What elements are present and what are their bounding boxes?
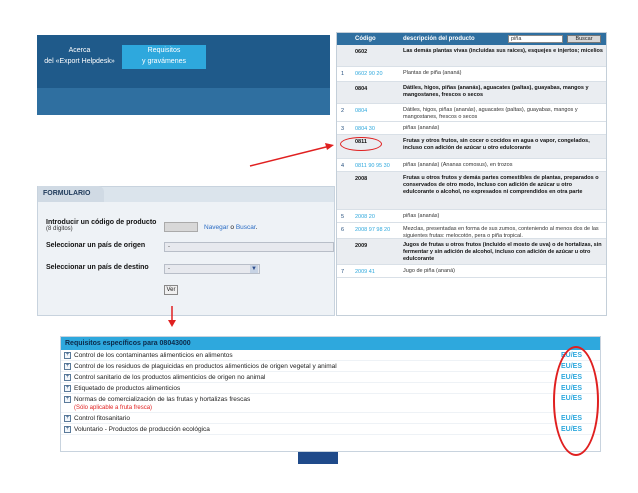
product-code-link[interactable]: 0811 90 95 30	[355, 163, 390, 169]
product-code-link[interactable]: 2008 20	[355, 214, 375, 220]
requirement-language-link[interactable]: EU/ES	[560, 415, 582, 422]
origin-select-value: -	[168, 244, 170, 250]
requirements-title: Requisitos específicos para 08043000	[61, 337, 600, 350]
product-code-link[interactable]: 0804	[355, 86, 368, 92]
product-description: Frutas y otros frutos, sin cocer o cocidos en agua o vapor, congelados, incluso con adición de azúcar u otro edulcorante	[403, 138, 590, 151]
bottom-bar	[298, 452, 338, 464]
expand-plus-icon[interactable]: +	[65, 426, 70, 432]
expand-plus-icon[interactable]: +	[65, 396, 70, 402]
product-description: Jugos de frutas u otros frutos (incluido el mosto de uva) o de hortalizas, sin fermentar y sin adición de alcohol, incluso con adición de azúcar u otro edulcorante	[403, 242, 602, 262]
destination-select-value: -	[168, 266, 170, 272]
product-row-index: 3	[341, 126, 345, 132]
requirement-language-link[interactable]: EU/ES	[560, 426, 582, 433]
code-label: Introducir un código de producto	[46, 219, 157, 226]
tab-about-line2: del «Export Helpdesk»	[44, 58, 115, 65]
product-row-index: 4	[341, 163, 345, 169]
buscar-link[interactable]: Buscar	[235, 224, 256, 231]
product-description: Plantas de piña (ananá)	[403, 70, 462, 76]
expand-plus-icon[interactable]: +	[65, 374, 70, 380]
product-code-link[interactable]: 0811	[355, 139, 367, 145]
arrow-head-down-icon	[168, 320, 176, 327]
chevron-down-icon[interactable]: ▼	[251, 266, 257, 272]
requirements-panel	[60, 336, 601, 452]
requirement-row	[61, 350, 600, 361]
product-search-button[interactable]: Buscar	[567, 35, 601, 43]
requirement-label[interactable]: Voluntario - Productos de producción ecológica	[74, 426, 210, 433]
requirement-label[interactable]: Control sanitario de los productos alimenticios de origen no animal	[74, 374, 266, 381]
requirement-row	[61, 383, 600, 394]
requirement-label[interactable]: Control de los residuos de plaguicidas en productos alimenticios de origen vegetal y animal	[74, 363, 337, 370]
arrow-to-code-line	[250, 146, 330, 166]
nav-or-text: o	[230, 224, 235, 231]
product-code-link[interactable]: 0602	[355, 49, 368, 55]
product-description: Mezclas, presentadas en forma de sus zumos, conteniendo al menos dos de las siguientes frutas: melocotón, pera o piña tropical.	[403, 226, 599, 239]
product-description: piñas (ananás)	[403, 125, 440, 131]
requirement-language-link[interactable]: EU/ES	[560, 352, 582, 359]
product-code-link[interactable]: 0602 90 20	[355, 71, 383, 77]
tab-requirements-line1: Requisitos	[147, 47, 181, 54]
requirements-list	[61, 350, 600, 435]
product-code-link[interactable]: 2008 97 98 20	[355, 227, 391, 233]
product-search-input[interactable]: piña	[508, 35, 563, 43]
requirement-row	[61, 413, 600, 424]
requirement-row	[61, 361, 600, 372]
arrow-head-right-icon	[325, 143, 334, 150]
expand-plus-icon[interactable]: +	[65, 385, 70, 391]
product-description: piñas (ananás)	[403, 213, 440, 219]
requirement-row	[61, 372, 600, 383]
expand-plus-icon[interactable]: +	[65, 363, 70, 369]
product-description: Las demás plantas vivas (incluidas sus raíces), esquejes e injertos; micelios	[403, 48, 603, 54]
ver-button[interactable]: Ver	[164, 285, 178, 295]
tab-about-line1: Acerca	[68, 47, 91, 54]
requirement-language-link[interactable]: EU/ES	[560, 395, 582, 402]
product-code-link[interactable]: 0804	[355, 108, 368, 114]
requirement-label[interactable]: Control fitosanitario	[74, 415, 130, 422]
highlight-ellipse-languages	[553, 346, 599, 456]
navegar-link[interactable]: Navegar	[204, 224, 229, 231]
product-row-index: 5	[341, 214, 345, 220]
product-description: Frutas u otros frutos y demás partes comestibles de plantas, preparados o conservados de otro modo, incluso con adición de azúcar u otro edulcorante o alcohol, no expresados ni comprendidos en otra parte	[403, 175, 599, 195]
destination-label: Seleccionar un país de destino	[46, 264, 149, 271]
product-code-link[interactable]: 2009 41	[355, 269, 375, 275]
requirement-row	[61, 394, 600, 413]
expand-plus-icon[interactable]: +	[65, 415, 70, 421]
origin-label: Seleccionar un país de origen	[46, 242, 146, 249]
code-sublabel: (8 dígitos)	[46, 226, 73, 232]
product-code-link[interactable]: 2008	[355, 176, 368, 182]
product-description: Jugo de piña (ananá)	[403, 268, 455, 274]
product-code-link[interactable]: 0804 30	[355, 126, 375, 132]
product-description: Dátiles, higos, piñas (ananás), aguacates (paltas), guayabas, mangos y mangostanes, frescos o secos	[403, 107, 578, 120]
requirement-language-link[interactable]: EU/ES	[560, 363, 582, 370]
col-code-header: Código	[355, 36, 376, 42]
product-description: piñas (ananás) (Ananas comosus), en trozos	[403, 162, 513, 168]
product-row-index: 7	[341, 269, 345, 275]
product-row-index: 1	[341, 71, 345, 77]
requirement-label[interactable]: Control de los contaminantes alimenticios en alimentos	[74, 352, 233, 359]
col-desc-header: descripción del producto	[403, 36, 475, 42]
expand-plus-icon[interactable]: +	[65, 352, 70, 358]
nav-search-links: Navegar o Buscar.	[204, 224, 258, 231]
requirement-label[interactable]: Normas de comercialización de las frutas y hortalizas frescas	[74, 396, 251, 403]
requirement-language-link[interactable]: EU/ES	[560, 374, 582, 381]
tab-requirements-line2: y gravámenes	[142, 58, 186, 65]
requirement-note: (Sólo aplicable a fruta fresca)	[74, 405, 153, 411]
form-title: FORMULARIO	[43, 190, 91, 197]
product-row-index: 2	[341, 108, 345, 114]
product-description: Dátiles, higos, piñas (ananás), aguacates (paltas), guayabas, mangos y mangostanes, frescos o secos	[403, 85, 589, 98]
product-row-index: 6	[341, 227, 345, 233]
requirement-row	[61, 424, 600, 435]
product-code-link[interactable]: 2009	[355, 243, 368, 249]
requirement-label[interactable]: Etiquetado de productos alimenticios	[74, 385, 181, 392]
requirement-language-link[interactable]: EU/ES	[560, 385, 582, 392]
